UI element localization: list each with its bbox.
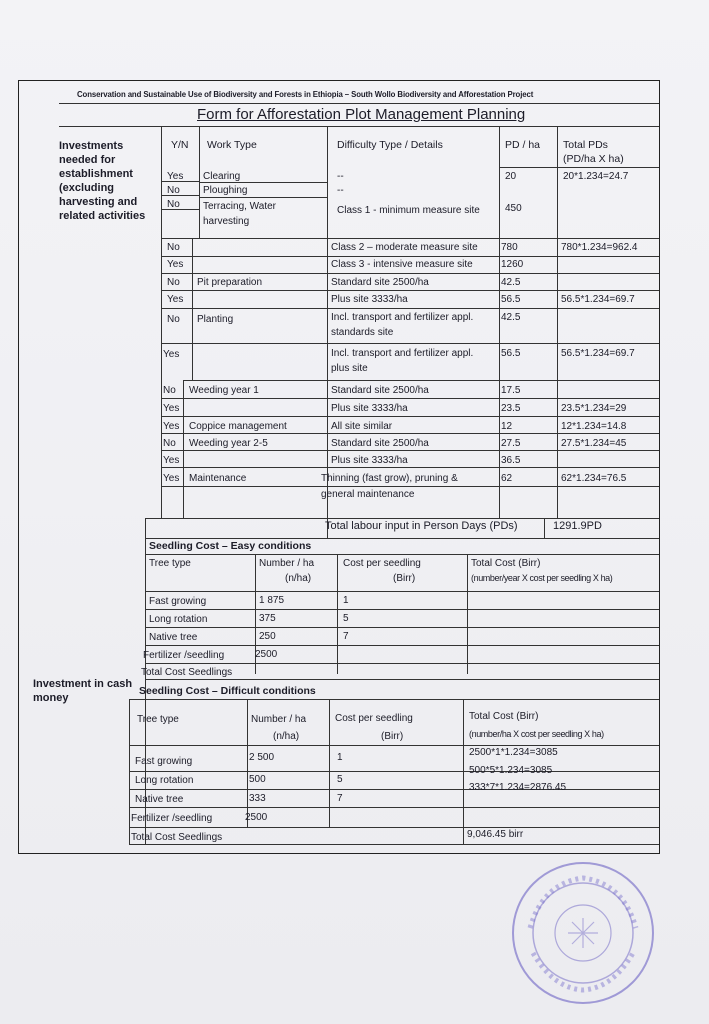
row-work: Planting	[197, 314, 234, 325]
diff-tree: Long rotation	[135, 775, 194, 786]
easy-col-total-formula: (number/year X cost per seedling X ha)	[471, 573, 613, 583]
afforestation-form	[18, 80, 660, 854]
easy-number: 1 875	[259, 595, 285, 606]
easy-cost: 7	[343, 631, 349, 642]
form-title: Form for Afforestation Plot Management Planning	[197, 106, 526, 123]
row-yn: Yes	[163, 473, 180, 484]
row-pd: 780	[501, 242, 518, 253]
row-pd: 42.5	[501, 312, 521, 323]
row-yn: Yes	[167, 294, 184, 305]
row-details: Class 2 – moderate measure site	[331, 242, 478, 253]
diff-cost: 1	[337, 752, 343, 763]
row-details: Thinning (fast grow), pruning &	[321, 473, 458, 484]
official-seal-stamp	[508, 858, 658, 1008]
easy-col-number: Number / ha	[259, 558, 315, 569]
easy-cost: 5	[343, 613, 349, 624]
project-header: Conservation and Sustainable Use of Biodiversity and Forests in Ethiopia – South Wollo Biodiversity and Afforestation Project	[77, 90, 534, 99]
row-total: 62*1.234=76.5	[561, 473, 627, 484]
row-details: Plus site 3333/ha	[331, 403, 408, 414]
diff-number: 500	[249, 774, 266, 785]
row-details: Standard site 2500/ha	[331, 385, 429, 396]
diff-tree: Fertilizer /seedling	[131, 813, 213, 824]
total-labour-value: 1291.9PD	[553, 520, 602, 532]
row-yn: No	[167, 314, 180, 325]
easy-number: 2500	[255, 649, 278, 660]
row-total: 27.5*1.234=45	[561, 438, 627, 449]
diff-total-label: Total Cost Seedlings	[131, 832, 223, 843]
row-yn: Yes	[163, 421, 180, 432]
row-yn: No	[167, 242, 180, 253]
row-total: 56.5*1.234=69.7	[561, 294, 635, 305]
diff-col-cost: Cost per seedling	[335, 713, 413, 724]
row-pd: 27.5	[501, 438, 521, 449]
row-total: 20*1.234=24.7	[563, 171, 629, 182]
row-work: Coppice management	[189, 421, 287, 432]
easy-tree: Long rotation	[149, 614, 208, 625]
row-pd: 56.5	[501, 348, 521, 359]
easy-heading: Seedling Cost – Easy conditions	[149, 540, 312, 552]
row-pd: 62	[501, 473, 513, 484]
row-details: Incl. transport and fertilizer appl.	[331, 312, 474, 323]
row-yn: No	[163, 385, 176, 396]
row-details-cont: plus site	[331, 363, 368, 374]
row-yn: No	[167, 277, 180, 288]
row-yn: Yes	[163, 455, 180, 466]
col-total-formula: (PD/ha X ha)	[563, 153, 624, 165]
diff-col-cost-unit: (Birr)	[381, 731, 404, 742]
row-pd: 56.5	[501, 294, 521, 305]
diff-tree: Fast growing	[135, 756, 193, 767]
row-pd: 23.5	[501, 403, 521, 414]
diff-col-tree: Tree type	[137, 714, 179, 725]
row-yn: Yes	[163, 349, 180, 360]
easy-col-cost-unit: (Birr)	[393, 573, 416, 584]
row-yn: No	[167, 185, 180, 196]
row-pd: 12	[501, 421, 513, 432]
row-work-cont: harvesting	[203, 216, 250, 227]
row-pd: 1260	[501, 259, 524, 270]
easy-cost: 1	[343, 595, 349, 606]
row-work: Terracing, Water	[203, 201, 276, 212]
diff-cost: 7	[337, 793, 343, 804]
row-details: --	[337, 171, 344, 182]
row-details: Class 1 - minimum measure site	[337, 205, 480, 216]
row-details-cont: general maintenance	[321, 489, 415, 500]
diff-tree: Native tree	[135, 794, 184, 805]
investment-cash-label: Investment in cash money	[33, 678, 133, 704]
diff-cost: 5	[337, 774, 343, 785]
row-pd: 42.5	[501, 277, 521, 288]
row-total: 23.5*1.234=29	[561, 403, 627, 414]
row-work: Maintenance	[189, 473, 247, 484]
row-details-cont: standards site	[331, 327, 394, 338]
diff-number: 2500	[245, 812, 268, 823]
diff-total-value: 9,046.45 birr	[467, 829, 524, 840]
easy-number: 375	[259, 613, 276, 624]
row-work: Weeding year 1	[189, 385, 259, 396]
diff-total: 333*7*1.234=2876.45	[469, 782, 567, 793]
easy-col-total: Total Cost (Birr)	[471, 558, 541, 569]
row-details: All site similar	[331, 421, 393, 432]
row-details: Class 3 - intensive measure site	[331, 259, 473, 270]
diff-col-total-formula: (number/ha X cost per seedling X ha)	[469, 729, 604, 739]
row-work: Clearing	[203, 171, 241, 182]
row-work: Weeding year 2-5	[189, 438, 268, 449]
row-pd: 17.5	[501, 385, 521, 396]
easy-total-label: Total Cost Seedlings	[141, 667, 233, 678]
diff-col-number-unit: (n/ha)	[273, 731, 300, 742]
diff-total: 500*5*1.234=3085	[469, 765, 553, 776]
diff-col-number: Number / ha	[251, 714, 307, 725]
row-details: Plus site 3333/ha	[331, 294, 408, 305]
row-details: Standard site 2500/ha	[331, 438, 429, 449]
row-details: Standard site 2500/ha	[331, 277, 429, 288]
diff-total: 2500*1*1.234=3085	[469, 747, 558, 758]
col-yn: Y/N	[171, 139, 189, 151]
row-pd: 20	[505, 171, 517, 182]
easy-col-number-unit: (n/ha)	[285, 573, 312, 584]
easy-tree: Fast growing	[149, 596, 207, 607]
row-yn: No	[163, 438, 176, 449]
diff-col-total: Total Cost (Birr)	[469, 711, 539, 722]
easy-number: 250	[259, 631, 276, 642]
row-yn: Yes	[167, 259, 184, 270]
easy-col-tree: Tree type	[149, 558, 191, 569]
row-yn: Yes	[163, 403, 180, 414]
col-work-type: Work Type	[207, 139, 257, 151]
diff-number: 333	[249, 793, 266, 804]
row-work: Ploughing	[203, 185, 248, 196]
difficult-heading: Seedling Cost – Difficult conditions	[139, 685, 316, 697]
row-total: 56.5*1.234=69.7	[561, 348, 635, 359]
easy-tree: Native tree	[149, 632, 198, 643]
row-pd: 450	[505, 203, 522, 214]
diff-number: 2 500	[249, 752, 275, 763]
row-total: 12*1.234=14.8	[561, 421, 627, 432]
row-pd: 36.5	[501, 455, 521, 466]
row-details: Plus site 3333/ha	[331, 455, 408, 466]
row-details: --	[337, 185, 344, 196]
row-yn: No	[167, 199, 180, 210]
row-total: 780*1.234=962.4	[561, 242, 638, 253]
col-total-pds: Total PDs	[563, 139, 608, 151]
easy-tree: Fertilizer /seedling	[143, 650, 225, 661]
row-details: Incl. transport and fertilizer appl.	[331, 348, 474, 359]
row-work: Pit preparation	[197, 277, 263, 288]
easy-col-cost: Cost per seedling	[343, 558, 421, 569]
row-yn: Yes	[167, 171, 184, 182]
total-labour-label: Total labour input in Person Days (PDs)	[325, 520, 518, 532]
investment-needed-label: Investments needed for establishment (excluding harvesting and related activities	[59, 140, 146, 222]
col-details: Difficulty Type / Details	[337, 139, 443, 151]
col-pd-ha: PD / ha	[505, 139, 541, 151]
